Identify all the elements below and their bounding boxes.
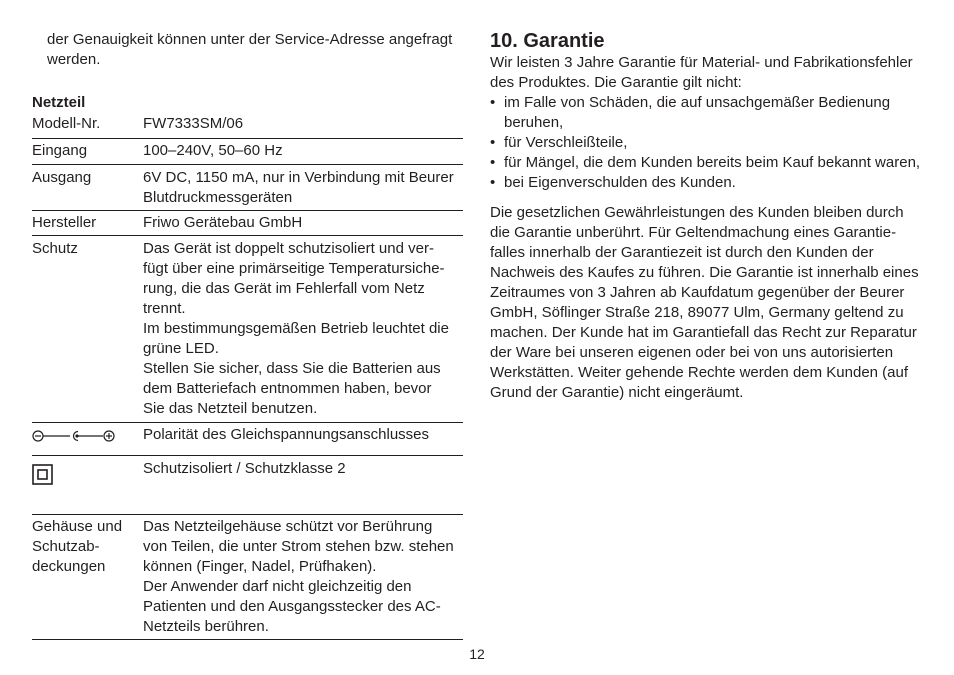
spec-row-manufacturer	[32, 211, 463, 236]
list-item: • für Verschleißteile,	[490, 133, 925, 153]
spec-label: Eingang	[32, 142, 88, 159]
spec-value: Das Netzteilgehäuse schützt vor Berührung von Teilen, die unter Strom stehen bzw. stehen können (Finger, Nadel, Prüfhaken). Der Anwender darf nicht gleichzeitig den Patienten und den Ausgangsstecker des AC- Netzteils berühren.	[143, 518, 454, 635]
double-insulation-icon	[32, 459, 143, 486]
spec-label: Ausgang	[32, 169, 92, 186]
left-column	[32, 30, 463, 640]
spec-value: FW7333SM/06	[143, 115, 244, 132]
spec-row-model	[32, 113, 463, 139]
spec-row-protection	[32, 236, 463, 423]
section-heading: Netzteil	[32, 94, 86, 111]
spec-row-polarity	[32, 423, 463, 456]
spec-row-output	[32, 165, 463, 211]
warranty-intro: Wir leisten 3 Jahre Garantie für Material- und Fabrikationsfehler des Produktes. Die Garantie gilt nicht:	[490, 54, 913, 91]
section-title: 10. Garantie	[490, 30, 605, 52]
spec-label: Gehäuse und Schutzab- deckungen	[32, 518, 123, 575]
page-number: 12	[469, 646, 485, 662]
intro-text: der Genauigkeit können unter der Service-Adresse angefragt werden.	[47, 31, 453, 68]
warranty-paragraph: Die gesetzlichen Gewährleistungen des Kunden bleiben durch die Garantie unberührt. Für Geltendmachung eines Garantie-falles innerhalb der Garantiezeit ist durch den Kunden der Nachweis des Kaufes zu führen. Die Garantie ist innerhalb eines Zeitraumes von 3 Jahren ab Kaufdatum gegenüber der Beurer GmbH, Söflinger Straße 218, 89077 Ulm, Germany geltend zu machen. Der Kunde hat im Garantiefall das Recht zur Reparatur der Ware bei unseren eigenen oder bei von uns autorisierten Werkstätten. Weiter gehende Rechte werden dem Kunden (auf Grund der Garantie) nicht eingeräumt.	[490, 204, 919, 401]
spec-value: Polarität des Gleichspannungsanschlusses	[143, 426, 430, 443]
list-item: • im Falle von Schäden, die auf unsachgemäßer Bedienung beruhen,	[490, 93, 925, 133]
spec-label: Hersteller	[32, 214, 97, 231]
spec-label: Modell-Nr.	[32, 115, 101, 132]
spec-value: 100–240V, 50–60 Hz	[143, 142, 283, 159]
right-column	[490, 30, 925, 403]
spec-row-input	[32, 139, 463, 165]
spec-value: Das Gerät ist doppelt schutzisoliert und ver- fügt über eine primärseitige Temperatursiche- rung, die das Gerät im Fehlerfall vom Netz trennt. Im bestimmungsgemäßen Betrieb leuchtet die grüne LED. Stellen Sie sicher, dass Sie die Batterien aus dem Batteriefach entnommen haben, bevor Sie das Netzteil benutzen.	[143, 240, 449, 417]
spec-label: Schutz	[32, 240, 78, 257]
spec-row-housing	[32, 515, 463, 640]
warranty-exclusions-list	[490, 93, 925, 193]
spec-row-insulation	[32, 456, 463, 515]
spec-value: Schutzisoliert / Schutzklasse 2	[143, 460, 346, 477]
spec-value: 6V DC, 1150 mA, nur in Verbindung mit Beurer Blutdruckmessgeräten	[143, 169, 454, 206]
list-item: • bei Eigenverschulden des Kunden.	[490, 173, 925, 193]
list-item: • für Mängel, die dem Kunden bereits beim Kauf bekannt waren,	[490, 153, 925, 173]
polarity-icon	[32, 425, 143, 445]
spec-value: Friwo Gerätebau GmbH	[143, 214, 303, 231]
